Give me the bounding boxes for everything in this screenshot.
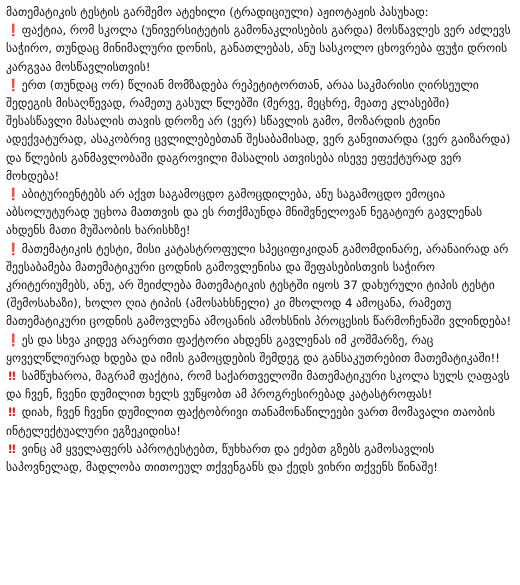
point-text: ვინც ამ ყველაფერს აპროტესტებთ, წუხხართ და ეძებთ გზებს გამოსავლის საპოვნელად, მადლობა თითოეულ თქვენგანს და ქედს ვიხრი თქვენს წინაშე!: [6, 441, 438, 475]
exclamation-icon: ❗: [6, 332, 21, 347]
point-paragraph: [6, 403, 514, 439]
point-paragraph: [6, 76, 514, 185]
point-text: ეს და სხვა კიდევ არაერთი ფაქტორი ახდენს გავლენას იმ კოშმარზე, რაც ყოველწლიურად ხდება და იმის გამოცდების შემდეგ და განსაკუთრებით მათემატიკაში!!: [6, 332, 500, 365]
point-text: მათემატიკის ტესტი, მისი კატასტროფული სპეციფიკიდან გამომდინარე, არანაირად არ შეესაბამება მათემატიკური ცოდნის გამოვლენისა და შეფასებისთვის საჭირო კრიტერიუმებს, ანუ, არ შეიძლება მათემატიკის ტესტში იყოს 37 დახურული ტიპის ტესტი (შემოსახაზი), ხოლო ღია ტიპის (ამოსახსნელი) კი მხოლოდ 4 ამოცანა, რამეთუ მათემატიკური ცოდნის გამოვლენა ამოცანის ამოხსნის პროცესის წარმოჩენაში ვლინდება!: [6, 241, 512, 329]
point-text: სამწუხაროა, მაგრამ ფაქტია, რომ საქართველოში მათემატიკური სკოლა სულს ღაფავს და ჩვენ, ჩვენი დუმილით ხელს ვუწყობთ ამ პროგრესირებად კატასტროფას!: [6, 369, 510, 402]
point-paragraph: [6, 185, 514, 240]
exclamation-icon: ❗: [6, 241, 21, 256]
point-text: ერთ (თუნდაც ორ) წლიან მომზადება რეპეტიტორთან, არაა საკმარისი ღირსეული შედეგის მისაღწევად, რამეთუ გასულ წლებში (მერვე, მეცხრე, მეათე კლასებში) შესასწავლი მასალის თავის დროზე არ (ვერ) სწავლის გამო, მოზარდის ტვინი ადექვატურად, ასაკობრივ ცვლილებებთან შესაბამისად, ვერ განვითარდა (ვერ გაიზარდა) და წლების განმავლობაში დაგროვილი მასალის ათვისება ისევე ეფექტურად ვერ მოხდება!: [6, 77, 511, 183]
intro-paragraph: [6, 3, 514, 21]
double-exclamation-icon: ‼: [8, 441, 16, 456]
exclamation-icon: ❗: [6, 77, 21, 92]
point-paragraph: [6, 331, 514, 367]
exclamation-icon: ❗: [6, 187, 21, 202]
point-paragraph: [6, 21, 514, 76]
point-text: აბიტურიენტებს არ აქვთ საგამოცდო გამოცდილება, ანუ საგამოცდო ემოცია აბსოლუტურად უცხოა მათთვის და ეს რთქმაუნდა მნიშვნელოვან ნეგატიურ გავლენას ახდენს მათი მუშაობის ხარისხზე!: [6, 187, 483, 238]
point-text: ფაქტია, რომ სკოლა (უნივერსიტეტის გამონაკლისების გარდა) მოსწავლეს ვერ აძლევს საჭირო, თუნდაც მინიმალური დონის, განათლებას, ანუ სასკოლო ცხოვრება ფუჭი დროის კარგვაა მოსწავლისთვის!: [6, 23, 511, 74]
exclamation-icon: ❗: [6, 23, 21, 38]
double-exclamation-icon: ‼: [8, 369, 16, 384]
double-exclamation-icon: ‼: [8, 405, 16, 420]
point-text: დიახ, ჩვენ ჩვენი დუმილით ფაქტობრივი თანამონაწილეები ვართ მომავალი თაობის ინტელექტუალური ეგზეკიდისა!: [6, 405, 495, 438]
point-paragraph: [6, 440, 514, 476]
point-paragraph: [6, 367, 514, 403]
intro-text: მათემატიკის ტესტის გარშემო ატეხილი (ტრადიციული) აჟიოტაჟის პასუხად:: [6, 5, 429, 19]
point-paragraph: [6, 240, 514, 331]
